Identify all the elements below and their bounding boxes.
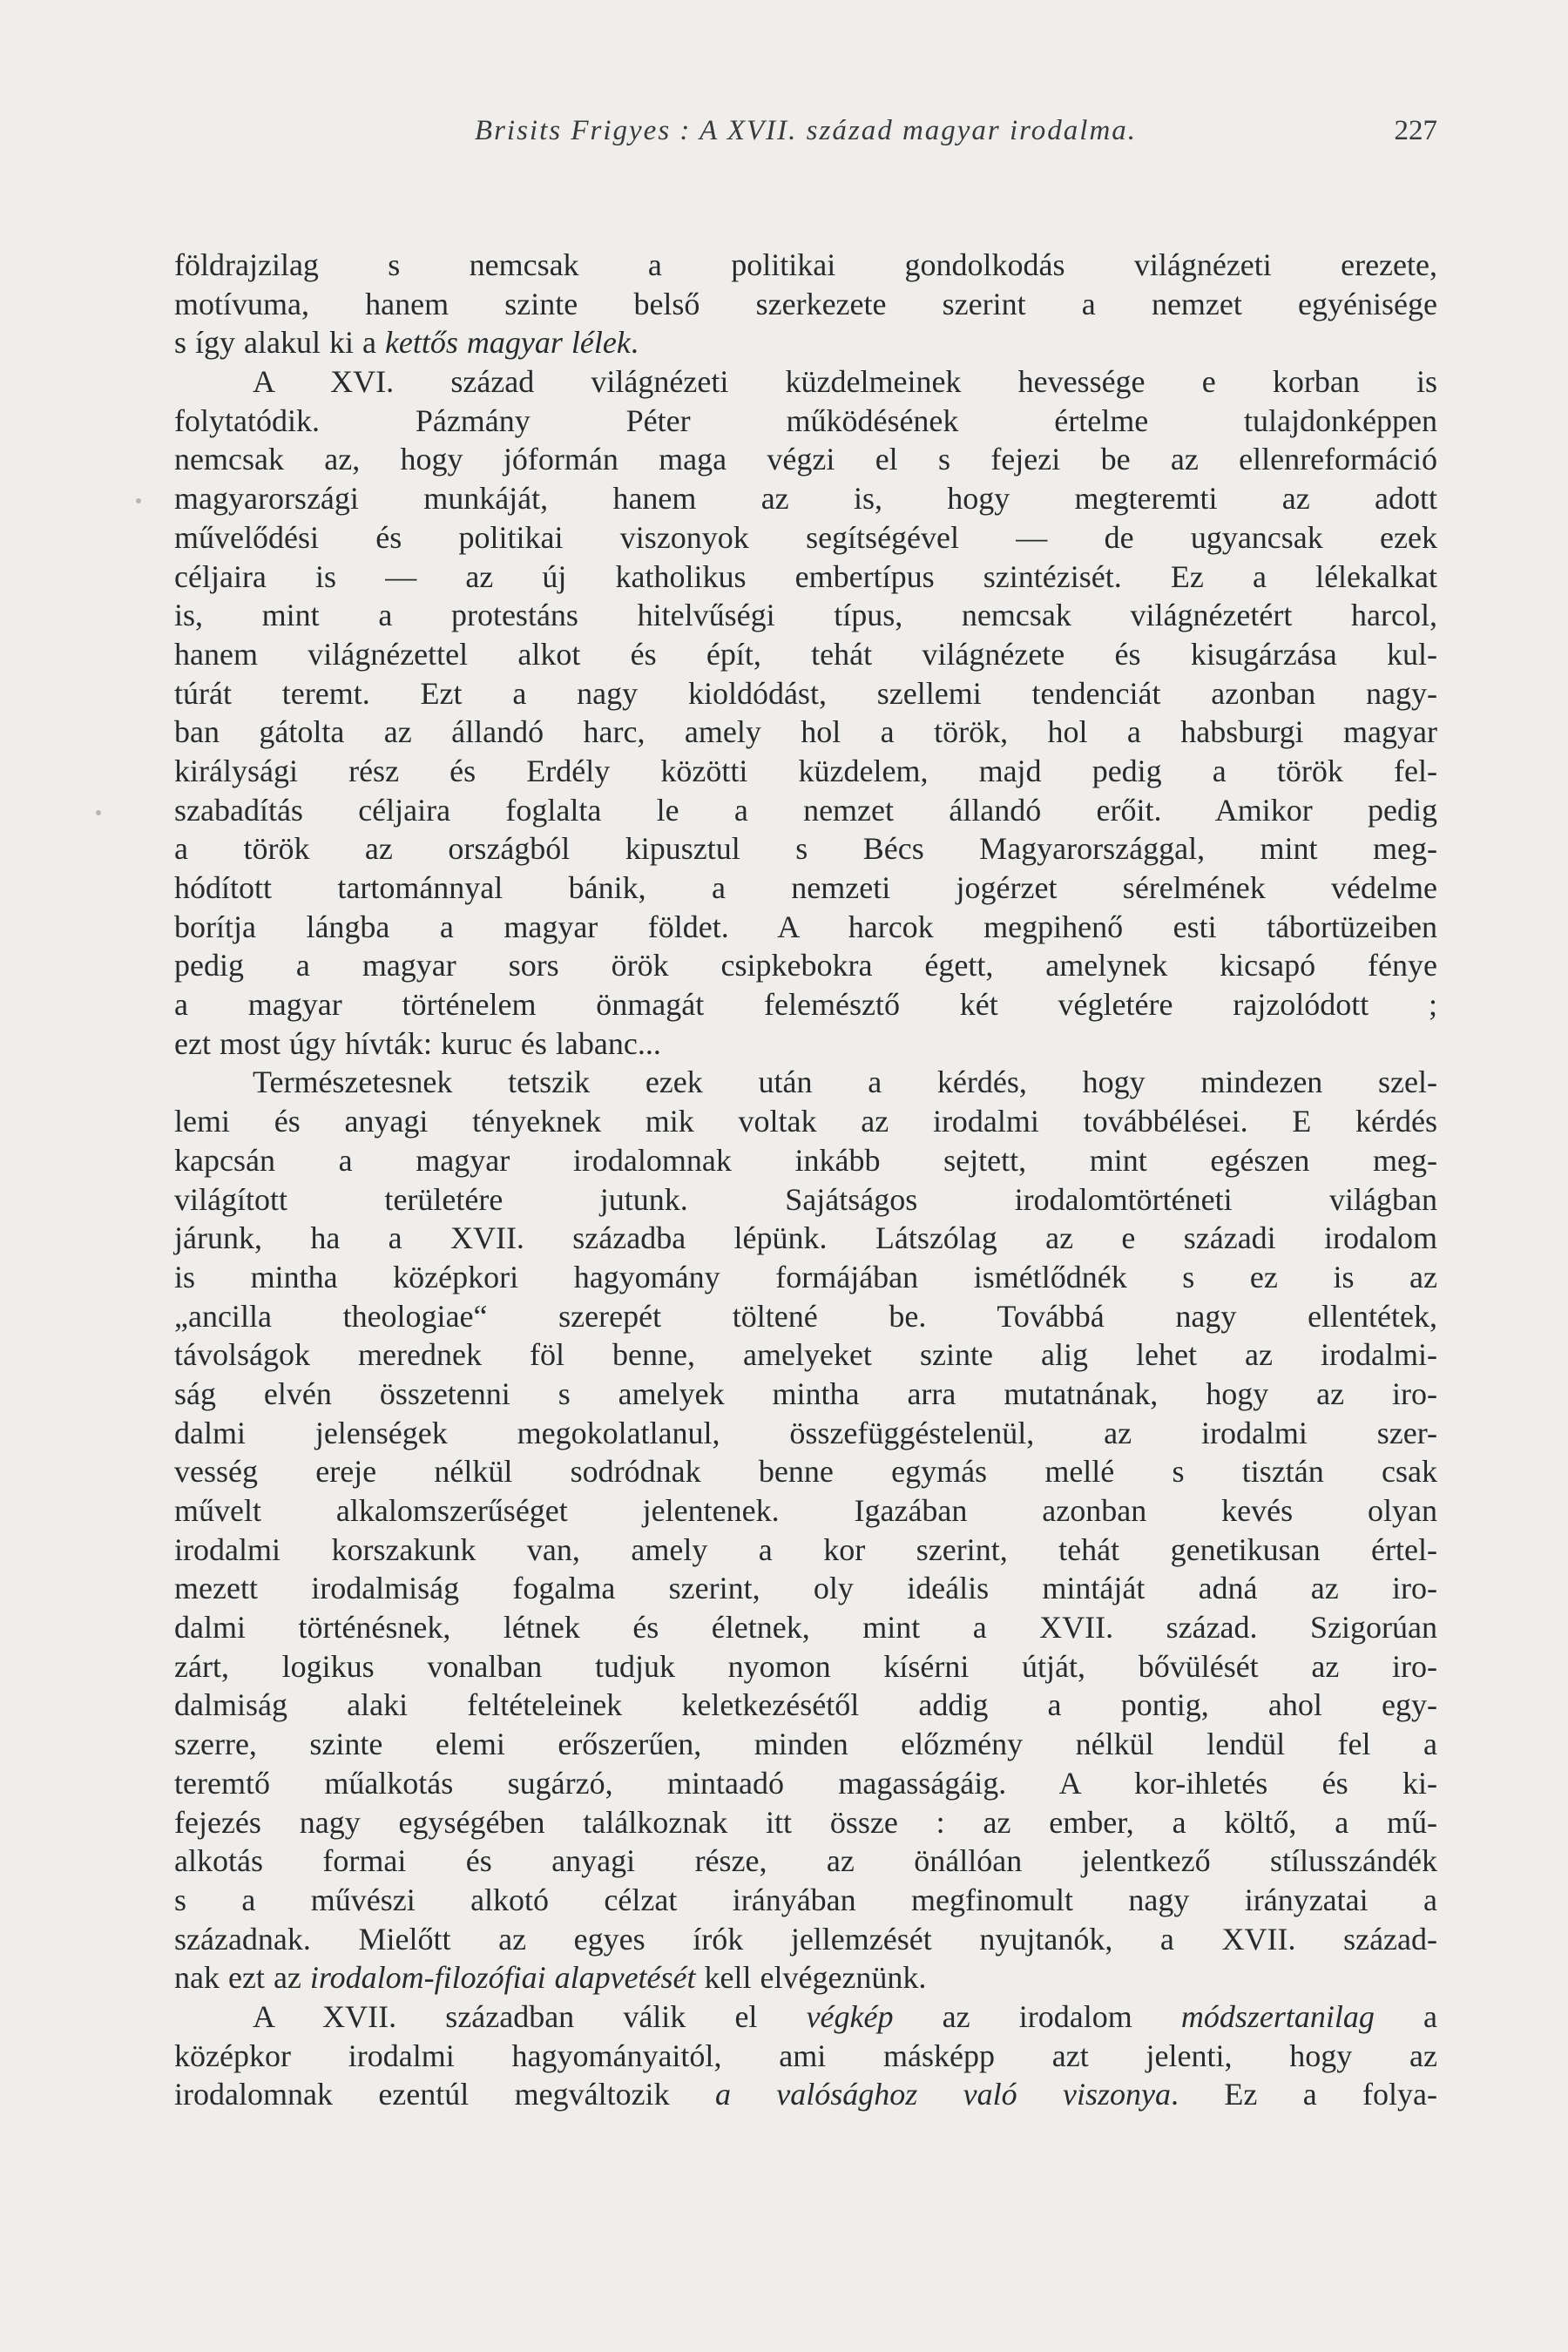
text-line: dalmi jelenségek megokolatlanul, összefüggéstelenül, az irodalmi szer-: [174, 1415, 1437, 1450]
text-line: [174, 1958, 1437, 1997]
body-text: [174, 246, 1437, 2114]
italic-phrase: irodalom-filozófiai alapvetését: [309, 1960, 696, 1996]
text-line: hanem világnézettel alkot és épít, tehát világnézete és kisugárzása kul-: [174, 636, 1437, 672]
text-line: a magyar történelem önmagát felemésztő két végletére rajzolódott ;: [174, 987, 1437, 1023]
text-segment: .: [630, 325, 639, 361]
text-segment: a: [1374, 1998, 1437, 2034]
page-header: [174, 115, 1437, 164]
text-line: szabadítás céljaira foglalta le a nemzet állandó erőit. Amikor pedig: [174, 792, 1437, 828]
italic-phrase: a valósághoz való viszonya: [714, 2077, 1171, 2112]
text-line: magyarországi munkáját, hanem az is, hogy megteremti az adott: [174, 481, 1437, 517]
text-line: teremtő műalkotás sugárzó, mintaadó magasságáig. A kor-ihletés és ki-: [174, 1765, 1437, 1801]
text-line: s a művészi alkotó célzat irányában megfinomult nagy irányzatai a: [174, 1882, 1437, 1917]
text-line: a török az országból kipusztul s Bécs Magyarországgal, mint meg-: [174, 831, 1437, 867]
text-line: hódított tartománnyal bánik, a nemzeti jogérzet sérelmének védelme: [174, 870, 1437, 905]
text-line: is, mint a protestáns hitelvűségi típus, nemcsak világnézetért harcol,: [174, 598, 1437, 633]
text-line: motívuma, hanem szinte belső szerkezete szerint a nemzet egyénisége: [174, 286, 1437, 321]
text-line: járunk, ha a XVII. századba lépünk. Látszólag az e századi irodalom: [174, 1220, 1437, 1256]
text-line: [174, 1997, 1437, 2037]
italic-phrase: kettős magyar lélek: [384, 325, 631, 361]
text-line: művelődési és politikai viszonyok segítségével — de ugyancsak ezek: [174, 519, 1437, 555]
text-line: művelt alkalomszerűséget jelentenek. Igazában azonban kevés olyan: [174, 1493, 1437, 1528]
text-line: céljaira is — az új katholikus embertípus szintézisét. Ez a lélekalkat: [174, 558, 1437, 594]
text-line: ban gátolta az állandó harc, amely hol a török, hol a habsburgi magyar: [174, 714, 1437, 750]
text-line: nemcsak az, hogy jóformán maga végzi el s fejezi be az ellenreformáció: [174, 442, 1437, 477]
text-line: távolságok merednek föl benne, amelyeket szinte alig lehet az irodalmi-: [174, 1337, 1437, 1373]
italic-phrase: végkép: [806, 1998, 894, 2034]
text-line: vesség ereje nélkül sodródnak benne egymás mellé s tisztán csak: [174, 1454, 1437, 1490]
text-segment: s így alakul ki a: [174, 325, 385, 361]
italic-phrase: módszertanilag: [1180, 1998, 1375, 2034]
text-line: királysági rész és Erdély közötti küzdelem, majd pedig a török fel-: [174, 753, 1437, 788]
text-line: zárt, logikus vonalban tudjuk nyomon kísérni útját, bővülését az iro-: [174, 1648, 1437, 1684]
margin-mark-dot: [136, 498, 141, 504]
text-line: kapcsán a magyar irodalomnak inkább sejtett, mint egészen meg-: [174, 1142, 1437, 1178]
text-line: lemi és anyagi tényeknek mik voltak az irodalmi továbbélései. E kérdés: [174, 1104, 1437, 1139]
text-line: világított területére jutunk. Sajátságos irodalomtörténeti világban: [174, 1181, 1437, 1217]
text-line: is mintha középkori hagyomány formájában ismétlődnék s ez is az: [174, 1259, 1437, 1294]
text-line: földrajzilag s nemcsak a politikai gondolkodás világnézeti erezete,: [174, 247, 1437, 282]
margin-mark-dot: [96, 810, 101, 815]
text-line: középkor irodalmi hagyományaitól, ami másképp azt jelenti, hogy az: [174, 2038, 1437, 2073]
text-line: „ancilla theologiae“ szerepét töltené be. Továbbá nagy ellentétek,: [174, 1298, 1437, 1334]
text-line: századnak. Mielőtt az egyes írók jellemzését nyujtanók, a XVII. század-: [174, 1921, 1437, 1957]
text-line: irodalmi korszakunk van, amely a kor szerint, tehát genetikusan értel-: [174, 1531, 1437, 1567]
text-line: Természetesnek tetszik ezek után a kérdés, hogy mindezen szel-: [253, 1064, 1437, 1100]
text-line: [174, 323, 1437, 362]
text-segment: A XVII. században válik el: [253, 1998, 807, 2034]
text-line: dalmi történésnek, létnek és életnek, mint a XVII. század. Szigorúan: [174, 1610, 1437, 1646]
text-segment: nak ezt az: [174, 1960, 310, 1996]
text-line: dalmiság alaki feltételeinek keletkezésétől addig a pontig, ahol egy-: [174, 1687, 1437, 1723]
running-head: Brisits Frigyes : A XVII. század magyar irodalma.: [474, 115, 1138, 146]
text-line: ság elvén összetenni s amelyek mintha arra mutatnának, hogy az iro-: [174, 1375, 1437, 1411]
text-segment: . Ez a folya-: [1171, 2077, 1437, 2112]
text-line: borítja lángba a magyar földet. A harcok megpihenő esti tábortüzeiben: [174, 909, 1437, 944]
text-line: [174, 2075, 1437, 2114]
text-line: A XVI. század világnézeti küzdelmeinek hevessége e korban is: [253, 364, 1437, 400]
text-line: folytatódik. Pázmány Péter működésének értelme tulajdonképpen: [174, 402, 1437, 438]
text-line: fejezés nagy egységében találkoznak itt össze : az ember, a költő, a mű-: [174, 1804, 1437, 1840]
text-line: pedig a magyar sors örök csipkebokra égett, amelynek kicsapó fénye: [174, 948, 1437, 983]
text-line: ezt most úgy hívták: kuruc és labanc...: [174, 1025, 661, 1061]
text-segment: irodalomnak ezentúl megváltozik: [174, 2077, 715, 2112]
text-line: túrát teremt. Ezt a nagy kioldódást, szellemi tendenciát azonban nagy-: [174, 675, 1437, 711]
page-number: 227: [1394, 115, 1437, 146]
text-segment: az irodalom: [893, 1998, 1181, 2034]
text-line: mezett irodalmiság fogalma szerint, oly ideális mintáját adná az iro-: [174, 1571, 1437, 1606]
text-line: alkotás formai és anyagi része, az önállóan jelentkező stílusszándék: [174, 1843, 1437, 1879]
text-line: szerre, szinte elemi erőszerűen, minden előzmény nélkül lendül fel a: [174, 1727, 1437, 1762]
text-segment: kell elvégeznünk.: [695, 1960, 927, 1996]
